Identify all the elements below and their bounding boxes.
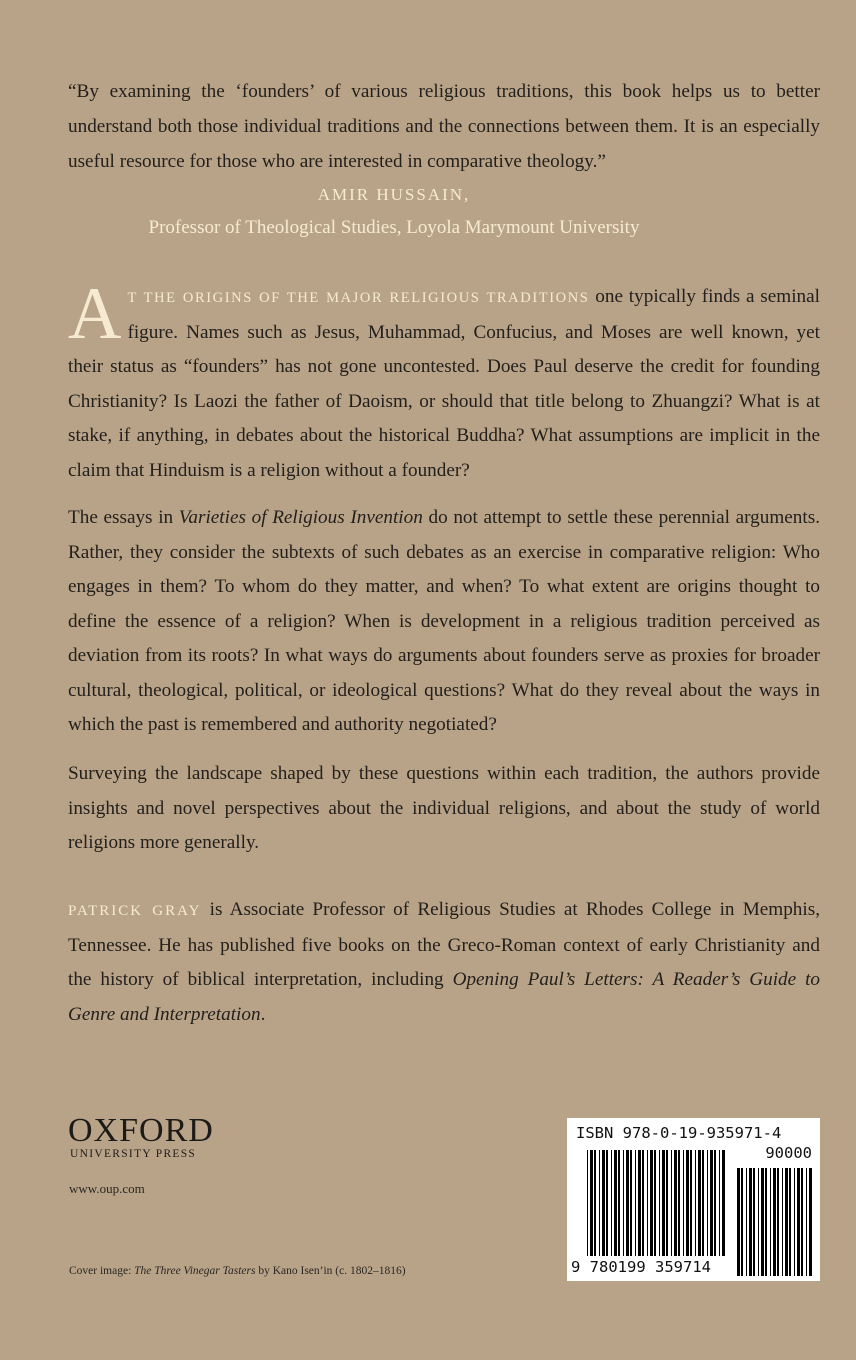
description-paragraph-1 [68,273,820,488]
cover-credit-artist: by Kano Isen’in (c. 1802–1816) [255,1265,406,1277]
barcode-bar-bar-group-main-11 [630,1150,632,1256]
barcode-bar-bar-group-main-20 [666,1150,668,1256]
author-book-title: Opening Paul’s Letters: A Reader’s Guide to Genre and Interpretation [68,969,821,1025]
barcode-bar-bar-group-main-24 [683,1150,684,1256]
barcode-bar-bar-group-main-17 [654,1150,656,1256]
barcode-bar-bar-group-main-34 [722,1150,725,1256]
barcode-bar-bar-group-addon-16 [801,1168,803,1276]
barcode-bar-bar-group-addon-18 [809,1168,812,1276]
barcode-bar-bar-group-addon-2 [746,1168,747,1276]
description-paragraph-3: Surveying the landscape shaped by these questions within each tradition, the authors provide insights and novel perspectives about the individual religions, and about the study of world religions more generally. [68,763,820,853]
barcode-bar-bar-group-addon-12 [785,1168,788,1276]
barcode-bar-bar-group-addon-13 [789,1168,791,1276]
drop-cap: A [68,273,122,355]
barcode-bar-bar-group-addon-17 [806,1168,807,1276]
isbn-barcode [567,1118,820,1281]
author-bio-text: is Associate Professor of Religious Studies at Rhodes College in Memphis, Tennessee. He has published five books on the Greco-Roman context of early Christianity and the history of biblical interpretation, including [68,899,820,990]
barcode-bar-bar-group-addon-7 [765,1168,767,1276]
barcode-bars [567,1118,820,1281]
cover-credit-label: Cover image: [69,1265,135,1277]
barcode-bar-bar-group-main-7 [614,1150,617,1256]
barcode-bar-bar-group-main-5 [606,1150,608,1256]
cover-credit-work: The Three Vinegar Tasters [134,1265,256,1277]
barcode-bar-bar-group-main-23 [678,1150,680,1256]
barcode-bar-bar-group-main-22 [674,1150,677,1256]
author-bio-end: . [260,1003,266,1025]
book-title-italic: Varieties of Religious Invention [178,507,423,528]
barcode-bar-bar-group-addon-3 [749,1168,752,1276]
isbn-number: ISBN 978-0-19-935971-4 [576,1124,782,1142]
barcode-bar-bar-group-main-29 [702,1150,704,1256]
barcode-bar-bar-group-main-14 [642,1150,644,1256]
endorser-title: Professor of Theological Studies, Loyola Marymount University [148,217,640,238]
author-bio [68,893,820,1032]
barcode-bar-bar-group-main-15 [647,1150,648,1256]
barcode-bar-bar-group-addon-5 [758,1168,759,1276]
barcode-bar-bar-group-main-6 [611,1150,612,1256]
barcode-bar-bar-group-main-12 [635,1150,636,1256]
barcode-bar-bar-group-main-32 [714,1150,716,1256]
paragraph-1-text: one typically finds a seminal figure. Names such as Jesus, Muhammad, Confucius, and Moses are well known, yet their status as “founders” has not gone uncontested. Does Paul deserve the credit for founding Christianity? Is Laozi the father of Daoism, or should that title belong to Zhuangzi? What is at stake, if anything, in debates about the historical Buddha? What assumptions are implicit in the claim that Hinduism is a religion without a founder? [68,286,820,481]
paragraph-2-start: The essays in [68,507,179,528]
paragraph-2-text: do not attempt to settle these perennial arguments. Rather, they consider the subtexts of such debates as an exercise in comparative religion: Who engages in them? To whom do they matter, and when? To what extent are origins thought to define the essence of a religion? When is development in a religious tradition perceived as deviation from its roots? In what ways do arguments about founders serve as proxies for broader cultural, theological, political, or ideological questions? What do they reveal about the ways in which the past is remembered and authority negotiated? [68,507,820,735]
barcode-bar-bar-group-main-1 [590,1150,593,1256]
barcode-bar-bar-group-main-2 [594,1150,596,1256]
barcode-bar-bar-group-main-4 [602,1150,605,1256]
author-name: PATRICK GRAY [68,903,202,919]
barcode-bar-bar-group-main-0 [587,1150,588,1256]
barcode-bar-bar-group-main-16 [650,1150,653,1256]
barcode-bar-bar-group-addon-9 [773,1168,776,1276]
price-code: 90000 [765,1144,812,1162]
barcode-bar-bar-group-addon-8 [770,1168,771,1276]
barcode-bar-bar-group-addon-1 [741,1168,743,1276]
barcode-bar-bar-group-main-25 [686,1150,689,1256]
barcode-bar-bar-group-addon-11 [782,1168,783,1276]
barcode-bar-bar-group-addon-0 [737,1168,740,1276]
endorser-name: AMIR HUSSAIN, [317,185,471,204]
barcode-bar-bar-group-main-18 [659,1150,660,1256]
publisher-website-link[interactable]: www.oup.com [69,1181,145,1196]
barcode-bar-bar-group-main-9 [623,1150,624,1256]
cover-image-credit [69,1265,406,1277]
barcode-bar-bar-group-main-10 [626,1150,629,1256]
barcode-bar-bar-group-main-26 [690,1150,692,1256]
barcode-bar-bar-group-main-8 [618,1150,620,1256]
barcode-bar-bar-group-main-31 [710,1150,713,1256]
barcode-bar-bar-group-main-21 [671,1150,672,1256]
publisher-logo: OXFORD [68,1112,214,1149]
endorsement-quote: “By examining the ‘founders’ of various religious traditions, this book helps us to better understand both those individual traditions and the connections between them. It is an especially useful resource for those who are interested in comparative theology.” [68,81,820,172]
barcode-bar-bar-group-main-19 [662,1150,665,1256]
barcode-bar-bar-group-addon-15 [797,1168,800,1276]
publisher-subtitle: UNIVERSITY PRESS [70,1148,197,1160]
ean-digits: 9 780199 359714 [571,1258,711,1276]
description-paragraph-2 [68,501,820,743]
barcode-bar-bar-group-addon-4 [753,1168,755,1276]
barcode-bar-bar-group-addon-14 [794,1168,795,1276]
barcode-bar-bar-group-addon-6 [761,1168,764,1276]
barcode-bar-bar-group-main-13 [638,1150,641,1256]
barcode-bar-bar-group-main-33 [719,1150,720,1256]
barcode-bar-bar-group-main-27 [695,1150,696,1256]
barcode-bar-bar-group-addon-10 [777,1168,779,1276]
barcode-bar-bar-group-main-3 [599,1150,600,1256]
lead-in-smallcaps: T THE ORIGINS OF THE MAJOR RELIGIOUS TRADITIONS [127,290,590,306]
barcode-bar-bar-group-main-28 [698,1150,701,1256]
barcode-bar-bar-group-main-30 [707,1150,708,1256]
